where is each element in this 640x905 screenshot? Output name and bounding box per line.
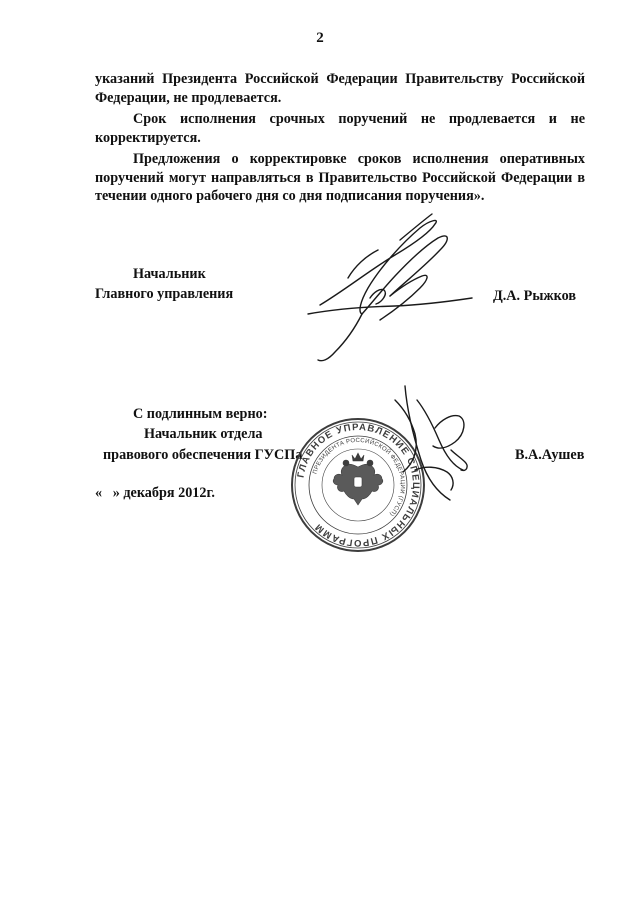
text-line: течении одного рабочего дня со дня подписания поручения». [95, 188, 485, 204]
handwritten-signature [300, 210, 490, 370]
cert-title-line2: правового обеспечения ГУСПа [103, 447, 303, 463]
svg-text:ПРЕЗИДЕНТА РОССИЙСКОЙ ФЕДЕРАЦИ: ПРЕЗИДЕНТА РОССИЙСКОЙ ФЕДЕРАЦИИ (ГУСП) [312, 437, 406, 517]
certified-text: С подлинным верно: [133, 406, 268, 422]
text-line: корректируется. [95, 129, 201, 146]
paragraph-2 [95, 110, 585, 147]
text-line: Срок исполнения срочных поручений не продлевается и не [133, 111, 585, 127]
paragraph-1 [95, 70, 585, 107]
signer-title-line2: Главного управления [95, 286, 234, 302]
cert-title-line1: Начальник отдела [144, 426, 263, 442]
signer-name: Д.А. Рыжков [493, 288, 577, 304]
cert-name: В.А.Аушев [515, 447, 585, 463]
text-line: Федерации, не продлевается. [95, 89, 282, 106]
text-line: Предложения о корректировке сроков исполнения оперативных [133, 151, 585, 167]
text-line: поручений могут направляться в Правительство Российской Федерации в [95, 169, 585, 186]
page-number: 2 [316, 30, 324, 46]
date-line: « » декабря 2012г. [95, 485, 215, 501]
official-stamp [288, 415, 428, 555]
paragraph-3 [95, 150, 585, 206]
handwritten-signature [355, 380, 485, 510]
text-line: указаний Президента Российской Федерации Правительству Российской [95, 71, 585, 87]
signer-title-line1: Начальник [133, 266, 206, 282]
svg-text:ГЛАВНОЕ УПРАВЛЕНИЕ СПЕЦИАЛЬНЫХ: ГЛАВНОЕ УПРАВЛЕНИЕ СПЕЦИАЛЬНЫХ ПРОГРАММ [295, 421, 422, 549]
